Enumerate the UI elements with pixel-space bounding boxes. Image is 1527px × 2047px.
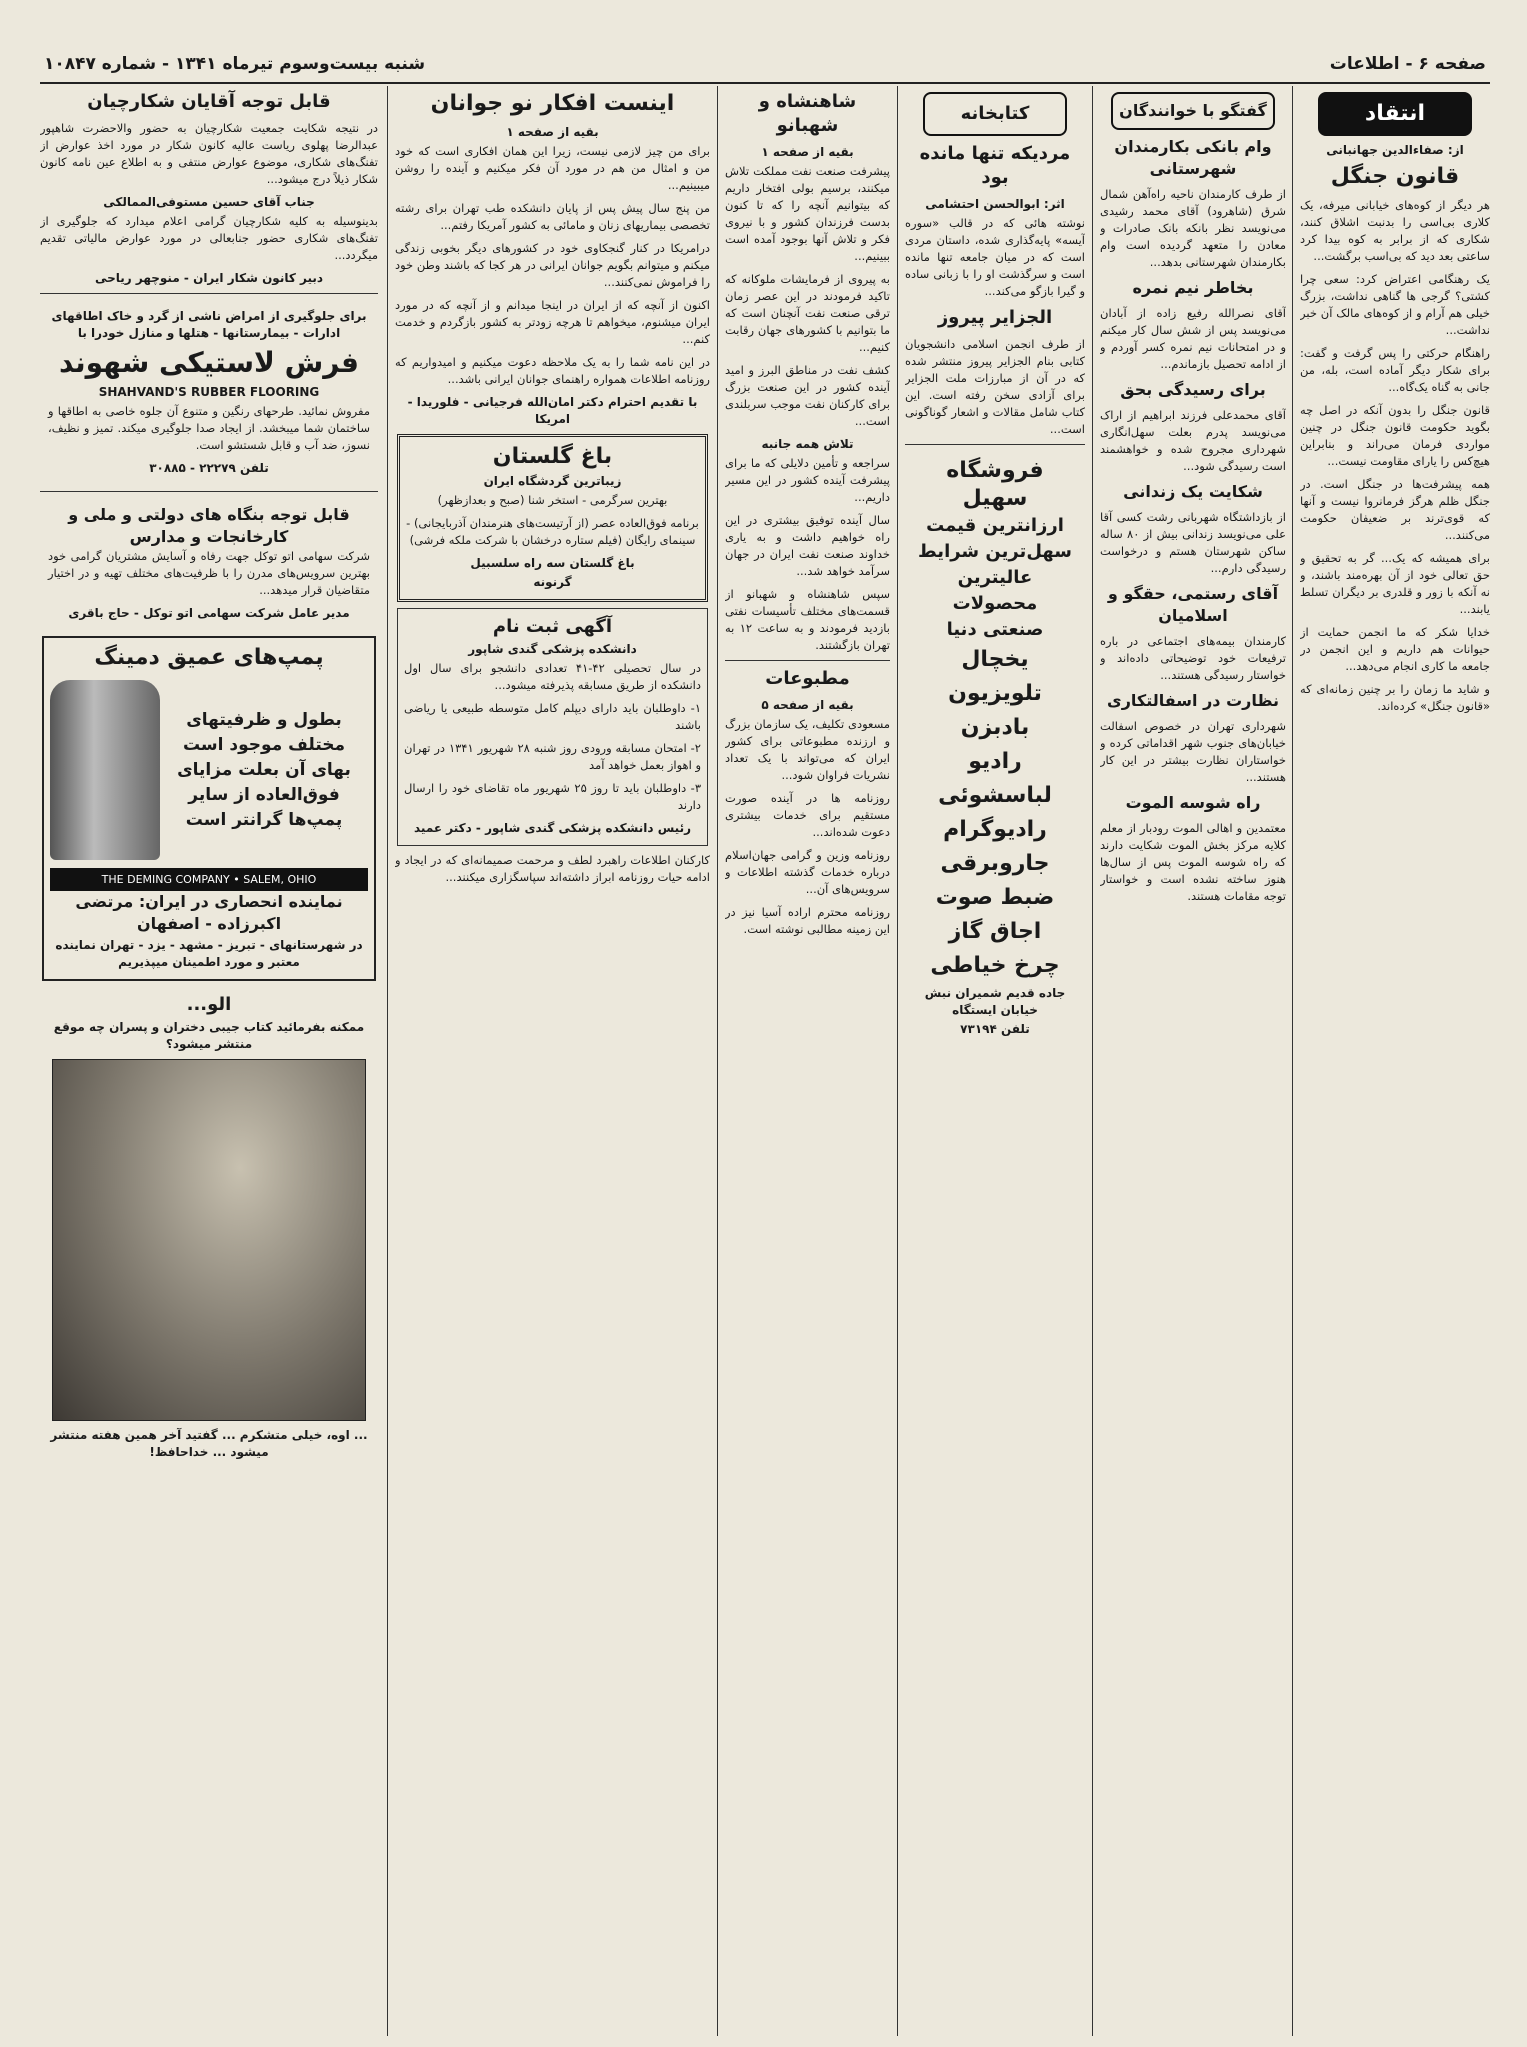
ad-title: باغ گلستان bbox=[492, 444, 613, 469]
paragraph: روزنامه محترم اراده آسیا نیز در این زمینه مطالبی نوشته است. bbox=[725, 905, 890, 936]
paragraph: سراجعه و تأمین دلایلی که ما برای پیشرفت آینده کشور در این مسیر داریم... bbox=[725, 456, 890, 504]
product-item: لباسشوئی bbox=[938, 783, 1052, 808]
ad-text: شرکت سهامی اتو توکل جهت رفاه و آسایش مشتریان گرامی خود بهترین سرویس‌های مدرن را با ظرفیت‌های مختلف تهیه و در اختیار متقاضیان قرار میدهد... bbox=[48, 549, 370, 597]
article-title: شاهنشاه و شهبانو bbox=[758, 91, 857, 136]
page-header bbox=[40, 50, 1490, 84]
paragraph: راهنگام حرکتی را پس گرفت و گفت: برای شکار دیگر آماده است، بله، من جانی به گناه یک‌گاه... bbox=[1300, 346, 1490, 394]
signature: دبیر کانون شکار ایران - منوچهر ریاحی bbox=[94, 271, 324, 285]
press-title: مطبوعات bbox=[765, 668, 850, 689]
section-text: معتمدین و اهالی الموت رودبار از معلم کلایه مرکز بخش الموت شکایت دارند که راه شوسه الموت پس از سال‌ها هنوز ساخته نشده است و خواستار توجه مقامات هستند. bbox=[1100, 821, 1286, 903]
column-divider bbox=[717, 86, 718, 2036]
paragraph: و شاید ما زمان را بر چنین زمانه‌ای که «قانون جنگل» کرده‌اند. bbox=[1300, 682, 1490, 713]
store-address: جاده قدیم شمیران نبش خیابان ایستگاه bbox=[924, 986, 1066, 1017]
article-title: قانون جنگل bbox=[1330, 164, 1460, 189]
section-title: برای رسیدگی بحق bbox=[1120, 380, 1266, 399]
ad-hello: الو... bbox=[186, 994, 232, 1015]
ad-line: عالیترین محصولات bbox=[952, 567, 1038, 614]
column-royal-visit bbox=[725, 86, 890, 2036]
section-text: آقای نصرالله رفیع زاده از آبادان می‌نویسد پس از شش سال کار میکنم و در امتحانات نیم نمره کسر آوردم و از ادامه تحصیل بازماندم... bbox=[1100, 306, 1286, 371]
paragraph: سال آینده توفیق بیشتری در این راه خواهیم داشت و به یاری خداوند صنعت نفت ایران در جهان سرآمد خواهد شد... bbox=[725, 513, 890, 578]
review-title: الجزایر پیروز bbox=[937, 307, 1053, 328]
ad-question: ممکنه بفرمائید کتاب جیبی دختران و پسران چه موقع منتشر میشود؟ bbox=[53, 1020, 365, 1051]
ad-line: ۱- داوطلبان باید دارای دیپلم کامل متوسطه طبیعی یا ریاضی باشند bbox=[404, 701, 701, 732]
paragraph: قانون جنگل را بدون آنکه در اصل چه بگوید حکومت قانون جنگل در چنین مواردی فرمان می‌راند و بنابراین هیچ‌کس را یارای مقاومت نیست... bbox=[1300, 403, 1490, 468]
pocket-book-ad bbox=[42, 987, 376, 1469]
product-item: چرخ خیاطی bbox=[930, 953, 1060, 978]
ad-top: برای جلوگیری از امراض ناشی از گرد و خاک اطاقهای ادارات - بیمارستانها - هتلها و منازل خودرا با bbox=[51, 309, 367, 340]
store-name: فروشگاه سهیل bbox=[946, 458, 1044, 511]
page-number: صفحه ۶ - اطلاعات bbox=[1329, 54, 1486, 74]
signature: با تقدیم احترام دکتر امان‌الله فرجیانی - فلوریدا - امریکا bbox=[407, 395, 698, 426]
ad-line: فوق‌العاده از سایر bbox=[188, 784, 340, 805]
ad-title: پمپ‌های عمیق دمینگ bbox=[94, 645, 324, 670]
section-title: شکایت یک زندانی bbox=[1123, 482, 1263, 501]
ad-line: باغ گلستان سه راه سلسبیل bbox=[470, 556, 635, 570]
paragraph: روزنامه ها در آینده صورت مستقیم برای خدمات بیشتری دعوت شده‌اند... bbox=[725, 791, 890, 839]
product-item: جاروبرقی bbox=[940, 851, 1050, 876]
ad-title: قابل توجه بنگاه های دولتی و ملی و کارخانجات و مدارس bbox=[68, 505, 350, 546]
staff-notice: کارکنان اطلاعات راهبرد لطف و مرحمت صمیمانه‌ای که در ایجاد و ادامه حیات روزنامه ابراز داشته‌اند سپاسگزاری میکنند... bbox=[395, 853, 710, 884]
ad-line: مختلف موجود است bbox=[182, 734, 346, 755]
section-title: نظارت در اسفالتکاری bbox=[1107, 691, 1279, 710]
store-phone: تلفن ۷۳۱۹۴ bbox=[960, 1022, 1030, 1036]
paragraph: یک رهنگامی اعتراض کرد: سعی چرا کشتی؟ گرجی ها گناهی نداشت، بزرگ خیلی هم آرام و از کوه‌های مالک آن خبر نداشت... bbox=[1300, 272, 1490, 337]
column-divider bbox=[1292, 86, 1293, 2036]
golestan-garden-ad bbox=[397, 434, 708, 602]
paragraph: برای همیشه که یک... گر به تحقیق و حق تعالی خود از آن بهره‌مند باشند، و نه آنکه با زور و قلدری بر دیگران تسلط یابند... bbox=[1300, 551, 1490, 616]
product-item: رادیو bbox=[968, 749, 1022, 774]
divider bbox=[905, 444, 1085, 445]
byline: از: صفاءالدین جهانبانی bbox=[1326, 143, 1464, 157]
ad-representative: نماینده انحصاری در ایران: مرتضی اکبرزاده - اصفهان bbox=[75, 892, 343, 933]
library-logo: کتابخانه bbox=[923, 92, 1067, 136]
woman-on-phone-photo bbox=[52, 1059, 366, 1421]
paragraph: به پیروی از فرمایشات ملوکانه که تاکید فرمودند در این عصر زمان ترقی صنعت نفت آنچنان است که ما بتوانیم با کشورهای جهان رقابت کنیم... bbox=[725, 272, 890, 354]
product-item: یخچال bbox=[961, 647, 1029, 672]
paragraph: سپس شاهنشاه و شهبانو از قسمت‌های مختلف تأسیسات نفتی بازدید فرمودند و به ساعت ۱۲ به تهران بازگشتند. bbox=[725, 587, 890, 652]
registration-notice bbox=[397, 608, 708, 846]
issue-date: شنبه بیست‌وسوم تیرماه ۱۳۴۱ - شماره ۱۰۸۴۷ bbox=[44, 54, 426, 74]
ad-text: مفروش نمائید. طرحهای رنگین و متنوع آن جلوه خاصی به اطاقها و ساختمان شما میبخشد. از ایجاد صدا جلوگیری میکند. تمیز و نظیف، نسوز، ضد آب و قابل شستشو است. bbox=[48, 404, 370, 452]
column-ads bbox=[40, 86, 378, 2036]
ad-line: ۳- داوطلبان باید تا روز ۲۵ شهریور ماه تقاضای خود را ارسال دارند bbox=[404, 781, 701, 812]
ad-footer: رئیس دانشکده پزشکی گندی شاپور - دکتر عمید bbox=[414, 821, 691, 835]
ad-line: صنعتی دنیا bbox=[946, 619, 1044, 640]
readers-logo: گفتگو با خوانندگان bbox=[1111, 92, 1275, 130]
section-text: آقای محمدعلی فرزند ابراهیم از اراک می‌نویسد پدرم بعلت سهل‌انگاری شهرداری مجروح شده و خواهشمند است رسیدگی شود... bbox=[1100, 408, 1286, 473]
section-text: از طرف کارمندان ناحیه راه‌آهن شمال شرق (شاهرود) آقای محمد رشیدی می‌نویسد نظر بانکه بانک صادرات و معادن را متعهد گردیده است وام بکارمندان شهرستانی بدهد... bbox=[1100, 187, 1286, 269]
section-text: از بازداشتگاه شهربانی رشت کسی آقا علی می‌نویسد زندانی بیش از ۸۰ ساله ساکن شهرستان هستم و درخواست رسیدگی دارم... bbox=[1100, 510, 1286, 575]
ad-line: برنامه فوق‌العاده عصر (از آرتیست‌های هنرمندان آذربایجانی) - سینمای رایگان (فیلم ستاره درخشان با شرکت ملکه فرشی) bbox=[406, 516, 699, 547]
ad-line: بهترین سرگرمی - استخر شنا (صبح و بعدازظهر) bbox=[437, 493, 668, 507]
section-title: وام بانکی بکارمندان شهرستانی bbox=[1114, 137, 1272, 178]
section-text: کارمندان بیمه‌های اجتماعی در باره ترفیعات خود توضیحاتی داده‌اند و خواستار رسیدگی هستند... bbox=[1100, 634, 1286, 682]
product-item: بادبزن bbox=[960, 715, 1030, 740]
ad-line: بهای آن بعلت مزایای bbox=[177, 759, 351, 780]
subheading: تلاش همه جانبه bbox=[761, 437, 854, 451]
divider bbox=[40, 491, 378, 492]
product-item: تلویزیون bbox=[948, 681, 1042, 706]
article-title: قابل توجه آقایان شکارچیان bbox=[87, 91, 331, 112]
ad-line: پمپ‌ها گرانتر است bbox=[185, 809, 343, 830]
paragraph: در این نامه شما را به یک ملاحظه دعوت میکنیم و امیدواریم که روزنامه اطلاعات همواره راهنمای جوانان ایرانی باشد... bbox=[395, 355, 710, 386]
book-author: اثر: ابوالحسن احتشامی bbox=[925, 197, 1065, 211]
ad-line: در سال تحصیلی ۴۲-۴۱ تعدادی دانشجو برای سال اول دانشکده از طریق مسابقه پذیرفته میشود... bbox=[404, 661, 701, 692]
soheil-store-ad bbox=[907, 451, 1083, 1046]
ad-latin-title: SHAHVAND'S RUBBER FLOORING bbox=[98, 385, 320, 399]
bus-company-ad bbox=[42, 498, 376, 630]
company-band: THE DEMING COMPANY • SALEM, OHIO bbox=[50, 868, 368, 891]
product-item: اجاق گاز bbox=[948, 919, 1042, 944]
divider bbox=[40, 293, 378, 294]
pump-illustration bbox=[50, 680, 160, 860]
paragraph: من پنج سال پیش پس از پایان دانشکده طب تهران برای رشته تخصصی بیماریهای زنان و مامائی به کشور آمریکا رفتم... bbox=[395, 201, 710, 232]
ad-line: سهل‌ترین شرایط bbox=[918, 541, 1072, 562]
book-title: مردیکه تنها مانده بود bbox=[919, 143, 1071, 188]
column-youth-views bbox=[395, 86, 710, 2036]
section-text: شهرداری تهران در خصوص اسفالت خیابان‌های جنوب شهر اقداماتی کرده و خواستاران نظارت بیشتر در این کار هستند... bbox=[1100, 719, 1286, 784]
ad-line: ۲- امتحان مسابقه ورودی روز شنبه ۲۸ شهریور ۱۳۴۱ در تهران و اهواز بعمل خواهد آمد bbox=[404, 741, 701, 772]
section-title: بخاطر نیم نمره bbox=[1132, 278, 1254, 297]
continued-note: بقیه از صفحه ۵ bbox=[761, 698, 854, 712]
paragraph: کشف نفت در مناطق البرز و امید آینده کشور در این صنعت بزرگ برای کارکنان نفت موجب سربلندی است... bbox=[725, 363, 890, 428]
ad-answer: ... اوه، خیلی متشکرم ... گفتید آخر همین هفته منتشر میشود ... خداحافظ! bbox=[50, 1428, 368, 1459]
letter-recipient: جناب آقای حسین مستوفی‌الممالکی bbox=[103, 195, 315, 209]
ad-phones: تلفن ۲۲۲۷۹ - ۳۰۸۸۵ bbox=[149, 461, 269, 475]
paragraph: خدایا شکر که ما انجمن حمایت از حیوانات هم داریم و این انجمن در جامعه ما کاری انجام می‌دهد... bbox=[1300, 625, 1490, 673]
column-divider bbox=[1092, 86, 1093, 2036]
paragraph: همه پیشرفت‌ها در جنگل است. در جنگل ظلم هرگز فرمانروا نیست و آنها که قوی‌ترند بر ضعیفان حکومت می‌کنند... bbox=[1300, 477, 1490, 542]
ad-cities: در شهرستانهای - تبریز - مشهد - یزد - تهران نماینده معتبر و مورد اطمینان میپذیریم bbox=[55, 938, 363, 969]
ad-footer: گرنونه bbox=[533, 575, 572, 589]
column-library bbox=[905, 86, 1085, 2036]
column-criticism bbox=[1300, 86, 1490, 2036]
product-item: رادیوگرام bbox=[943, 817, 1047, 842]
paragraph: هر دیگر از کوه‌های خیابانی میرفه، یک کلاری بی‌اسی را بدنبت اشلاق کنند، شکاری که از برابر به کوه بیدا کرد ساعتی بعد دید که بی‌اسب برگشت... bbox=[1300, 198, 1490, 263]
deming-pump-ad bbox=[42, 636, 376, 981]
paragraph: روزنامه وزین و گرامی جهان‌اسلام درباره خدمات گذشته اطلاعات و سرویس‌های آن... bbox=[725, 848, 890, 896]
paragraph: بدینوسیله به کلیه شکارچیان گرامی اعلام میدارد که جلوگیری از تفنگ‌های شکاری حضور جنابعالی در مورد عوارض مالیاتی تقدیم میگردد... bbox=[40, 214, 378, 262]
paragraph: درامریکا در کنار گنجکاوی خود در کشورهای دیگر بخوبی زندگی میکنم و میتوانم بگویم جوانان ایرانی در هر کجا که باشند وطن خود را فراموش نمی‌کنند... bbox=[395, 241, 710, 289]
section-title: آقای رستمی، حقگو و اسلامیان bbox=[1107, 584, 1279, 625]
article-title: اینست افکار نو جوانان bbox=[430, 91, 675, 116]
paragraph: اکنون از آنچه که از ایران در اینجا میدانم و از آنچه که در مورد ایران میشنوم، میخواهم تا هرچه زودتر به کشور بازگردم و خدمت کنم... bbox=[395, 298, 710, 346]
paragraph: برای من چیز لازمی نیست، زیرا این همان افکاری است که خود من و امثال من هم در مورد آن فکر میکنیم و آینده را روشن میبینیم... bbox=[395, 144, 710, 192]
continued-note: بقیه از صفحه ۱ bbox=[761, 145, 854, 159]
ad-title: فرش لاستیکی شهوند bbox=[58, 346, 359, 379]
book-review: نوشته هائی که در قالب «سوره آیسه» پایه‌گذاری شده، داستان مردی است که در میان جامعه تنها مانده است و سرگذشت او را با زبانی ساده و گیرا بازگو می‌کند... bbox=[905, 216, 1085, 298]
review-text: از طرف انجمن اسلامی دانشجویان کتابی بنام الجزایر پیروز منتشر شده که در آن از مبارزات ملت الجزایر برای آزادی سخن رفته است. این کتاب شامل مقالات و اشعار گوناگونی است... bbox=[905, 337, 1085, 436]
column-divider bbox=[387, 86, 388, 2036]
ad-subtitle: زیباترین گردشگاه ایران bbox=[483, 474, 622, 488]
paragraph: پیشرفت صنعت نفت مملکت تلاش میکنند، برسیم بولی افتخار داریم که بیتوانیم آنچه را که تا کنون بدست فرزندان کشور و با نیروی فکر و تلاش آنها بوجود آمده است ببینیم... bbox=[725, 164, 890, 263]
column-readers bbox=[1100, 86, 1286, 2036]
divider bbox=[725, 660, 890, 661]
ad-subtitle: دانشکده پزشکی گندی شاپور bbox=[468, 642, 637, 656]
column-divider bbox=[897, 86, 898, 2036]
paragraph: در نتیجه شکایت جمعیت شکارچیان به حضور والاحضرت شاهپور عبدالرضا پهلوی ریاست عالیه کانون شکار در مورد اخذ عوارض از تفنگ‌های شکاری، موضوع عوارض منتفی و به اطلاع عین نامه کانون شکار ذیلاً درج میشود... bbox=[40, 121, 378, 186]
ad-title: آگهی ثبت نام bbox=[492, 616, 613, 637]
ad-signature: مدیر عامل شرکت سهامی اتو توکل - حاج باقری bbox=[68, 606, 350, 620]
criticism-logo: انتقاد bbox=[1318, 92, 1472, 136]
ad-line: بطول و ظرفیتهای bbox=[186, 709, 342, 730]
product-item: ضبط صوت bbox=[935, 885, 1055, 910]
section-title: راه شوسه الموت bbox=[1125, 793, 1261, 812]
rubber-flooring-ad bbox=[42, 300, 376, 485]
continued-note: بقیه از صفحه ۱ bbox=[506, 125, 599, 139]
ad-line: ارزانترین قیمت bbox=[926, 515, 1064, 536]
paragraph: مسعودی تکلیف، یک سازمان بزرگ و ارزنده مطبوعاتی برای کشور ایران که می‌تواند با یک تعداد نشریات فراوان شود... bbox=[725, 717, 890, 782]
